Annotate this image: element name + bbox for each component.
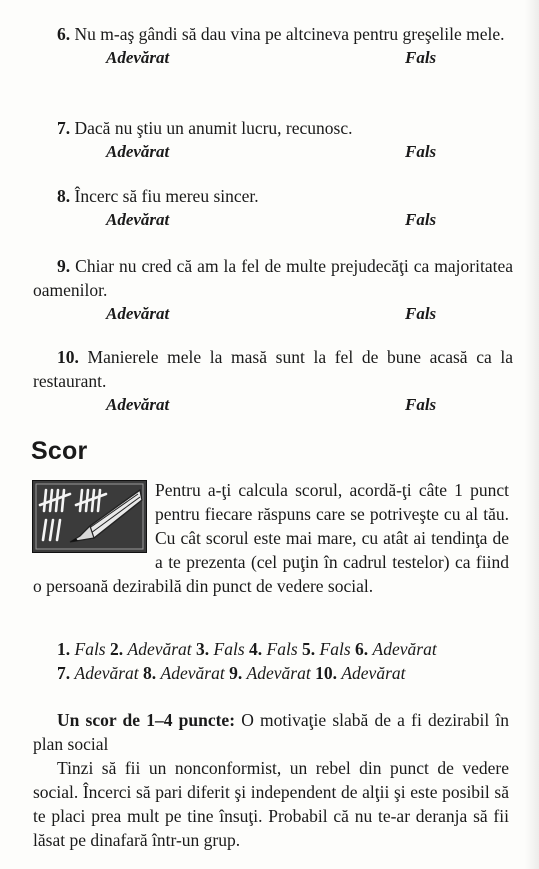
question-6 <box>33 22 513 70</box>
question-text: Manierele mele la masă sunt la fel de bune acasă ca la restaurant. <box>33 347 513 391</box>
score-band-1-4 <box>33 708 509 852</box>
key-number: 8. <box>143 663 157 683</box>
answer-true[interactable]: Adevărat <box>106 304 170 323</box>
score-intro-text: Pentru a-ţi calcula scorul, acordă-ţi câte 1 punct pentru fiecare răspuns care se potriveşte cu al tău. Cu cât scorul este mai mare, cu atât ai tendinţa de a te prezenta (cel puţin în cadrul testelor) ca fiind o persoană dezirabilă din punct de vedere social. <box>33 480 509 596</box>
key-number: 6. <box>355 639 369 659</box>
key-value: Fals <box>213 639 245 659</box>
key-value: Fals <box>266 639 298 659</box>
answer-key-line-2 <box>57 661 517 685</box>
band-subtitle: O motivaţie slabă de a fi dezirabil în plan social <box>33 710 509 754</box>
question-10 <box>33 345 513 417</box>
key-value: Adevărat <box>160 663 225 683</box>
band-description: Tinzi să fii un nonconformist, un rebel din punct de vedere social. Încerci să pari diferit şi independent de alţii şi este posibil să te placi prea mult pe tine însuţi. Probabil că nu te-ar deranja să fii lăsat pe dinafară într-un grup. <box>33 758 509 850</box>
band-title: Un scor de 1–4 puncte: <box>57 710 236 730</box>
answer-false[interactable]: Fals <box>405 48 437 67</box>
key-number: 5. <box>302 639 316 659</box>
question-number: 6. <box>57 24 71 44</box>
answer-false[interactable]: Fals <box>405 304 437 323</box>
question-number: 9. <box>57 256 71 276</box>
answer-false[interactable]: Fals <box>405 142 437 161</box>
key-value: Adevărat <box>372 639 437 659</box>
question-9 <box>33 254 513 326</box>
answer-true[interactable]: Adevărat <box>106 395 170 414</box>
question-text: Nu m-aş gândi să dau vina pe altcineva pentru greşelile mele. <box>74 24 505 44</box>
key-number: 7. <box>57 663 71 683</box>
question-number: 10. <box>57 347 79 367</box>
question-number: 7. <box>57 118 71 138</box>
question-number: 8. <box>57 186 71 206</box>
score-instructions <box>33 478 509 598</box>
key-number: 4. <box>249 639 263 659</box>
key-value: Fals <box>319 639 351 659</box>
answer-options <box>33 393 513 417</box>
key-number: 9. <box>229 663 243 683</box>
answer-options <box>33 302 513 326</box>
key-value: Adevărat <box>341 663 406 683</box>
key-number: 1. <box>57 639 71 659</box>
answer-options <box>33 140 513 164</box>
key-number: 3. <box>196 639 210 659</box>
key-number: 10. <box>315 663 337 683</box>
answer-key-line-1 <box>57 637 517 661</box>
icon-spacer <box>33 478 155 574</box>
answer-options <box>33 46 513 70</box>
answer-true[interactable]: Adevărat <box>106 142 170 161</box>
question-text: Dacă nu ştiu un anumit lucru, recunosc. <box>74 118 353 138</box>
question-8 <box>33 184 513 232</box>
question-7 <box>33 116 513 164</box>
key-number: 2. <box>110 639 124 659</box>
key-value: Adevărat <box>246 663 311 683</box>
key-value: Adevărat <box>74 663 139 683</box>
page-edge-shadow <box>525 0 539 869</box>
question-text: Încerc să fiu mereu sincer. <box>74 186 259 206</box>
key-value: Fals <box>74 639 106 659</box>
answer-options <box>33 208 513 232</box>
question-text: Chiar nu cred că am la fel de multe prejudecăţi ca majoritatea oamenilor. <box>33 256 514 300</box>
answer-true[interactable]: Adevărat <box>106 210 170 229</box>
answer-false[interactable]: Fals <box>405 210 437 229</box>
score-heading: Scor <box>31 437 88 465</box>
answer-false[interactable]: Fals <box>405 395 437 414</box>
answer-true[interactable]: Adevărat <box>106 48 170 67</box>
key-value: Adevărat <box>127 639 192 659</box>
